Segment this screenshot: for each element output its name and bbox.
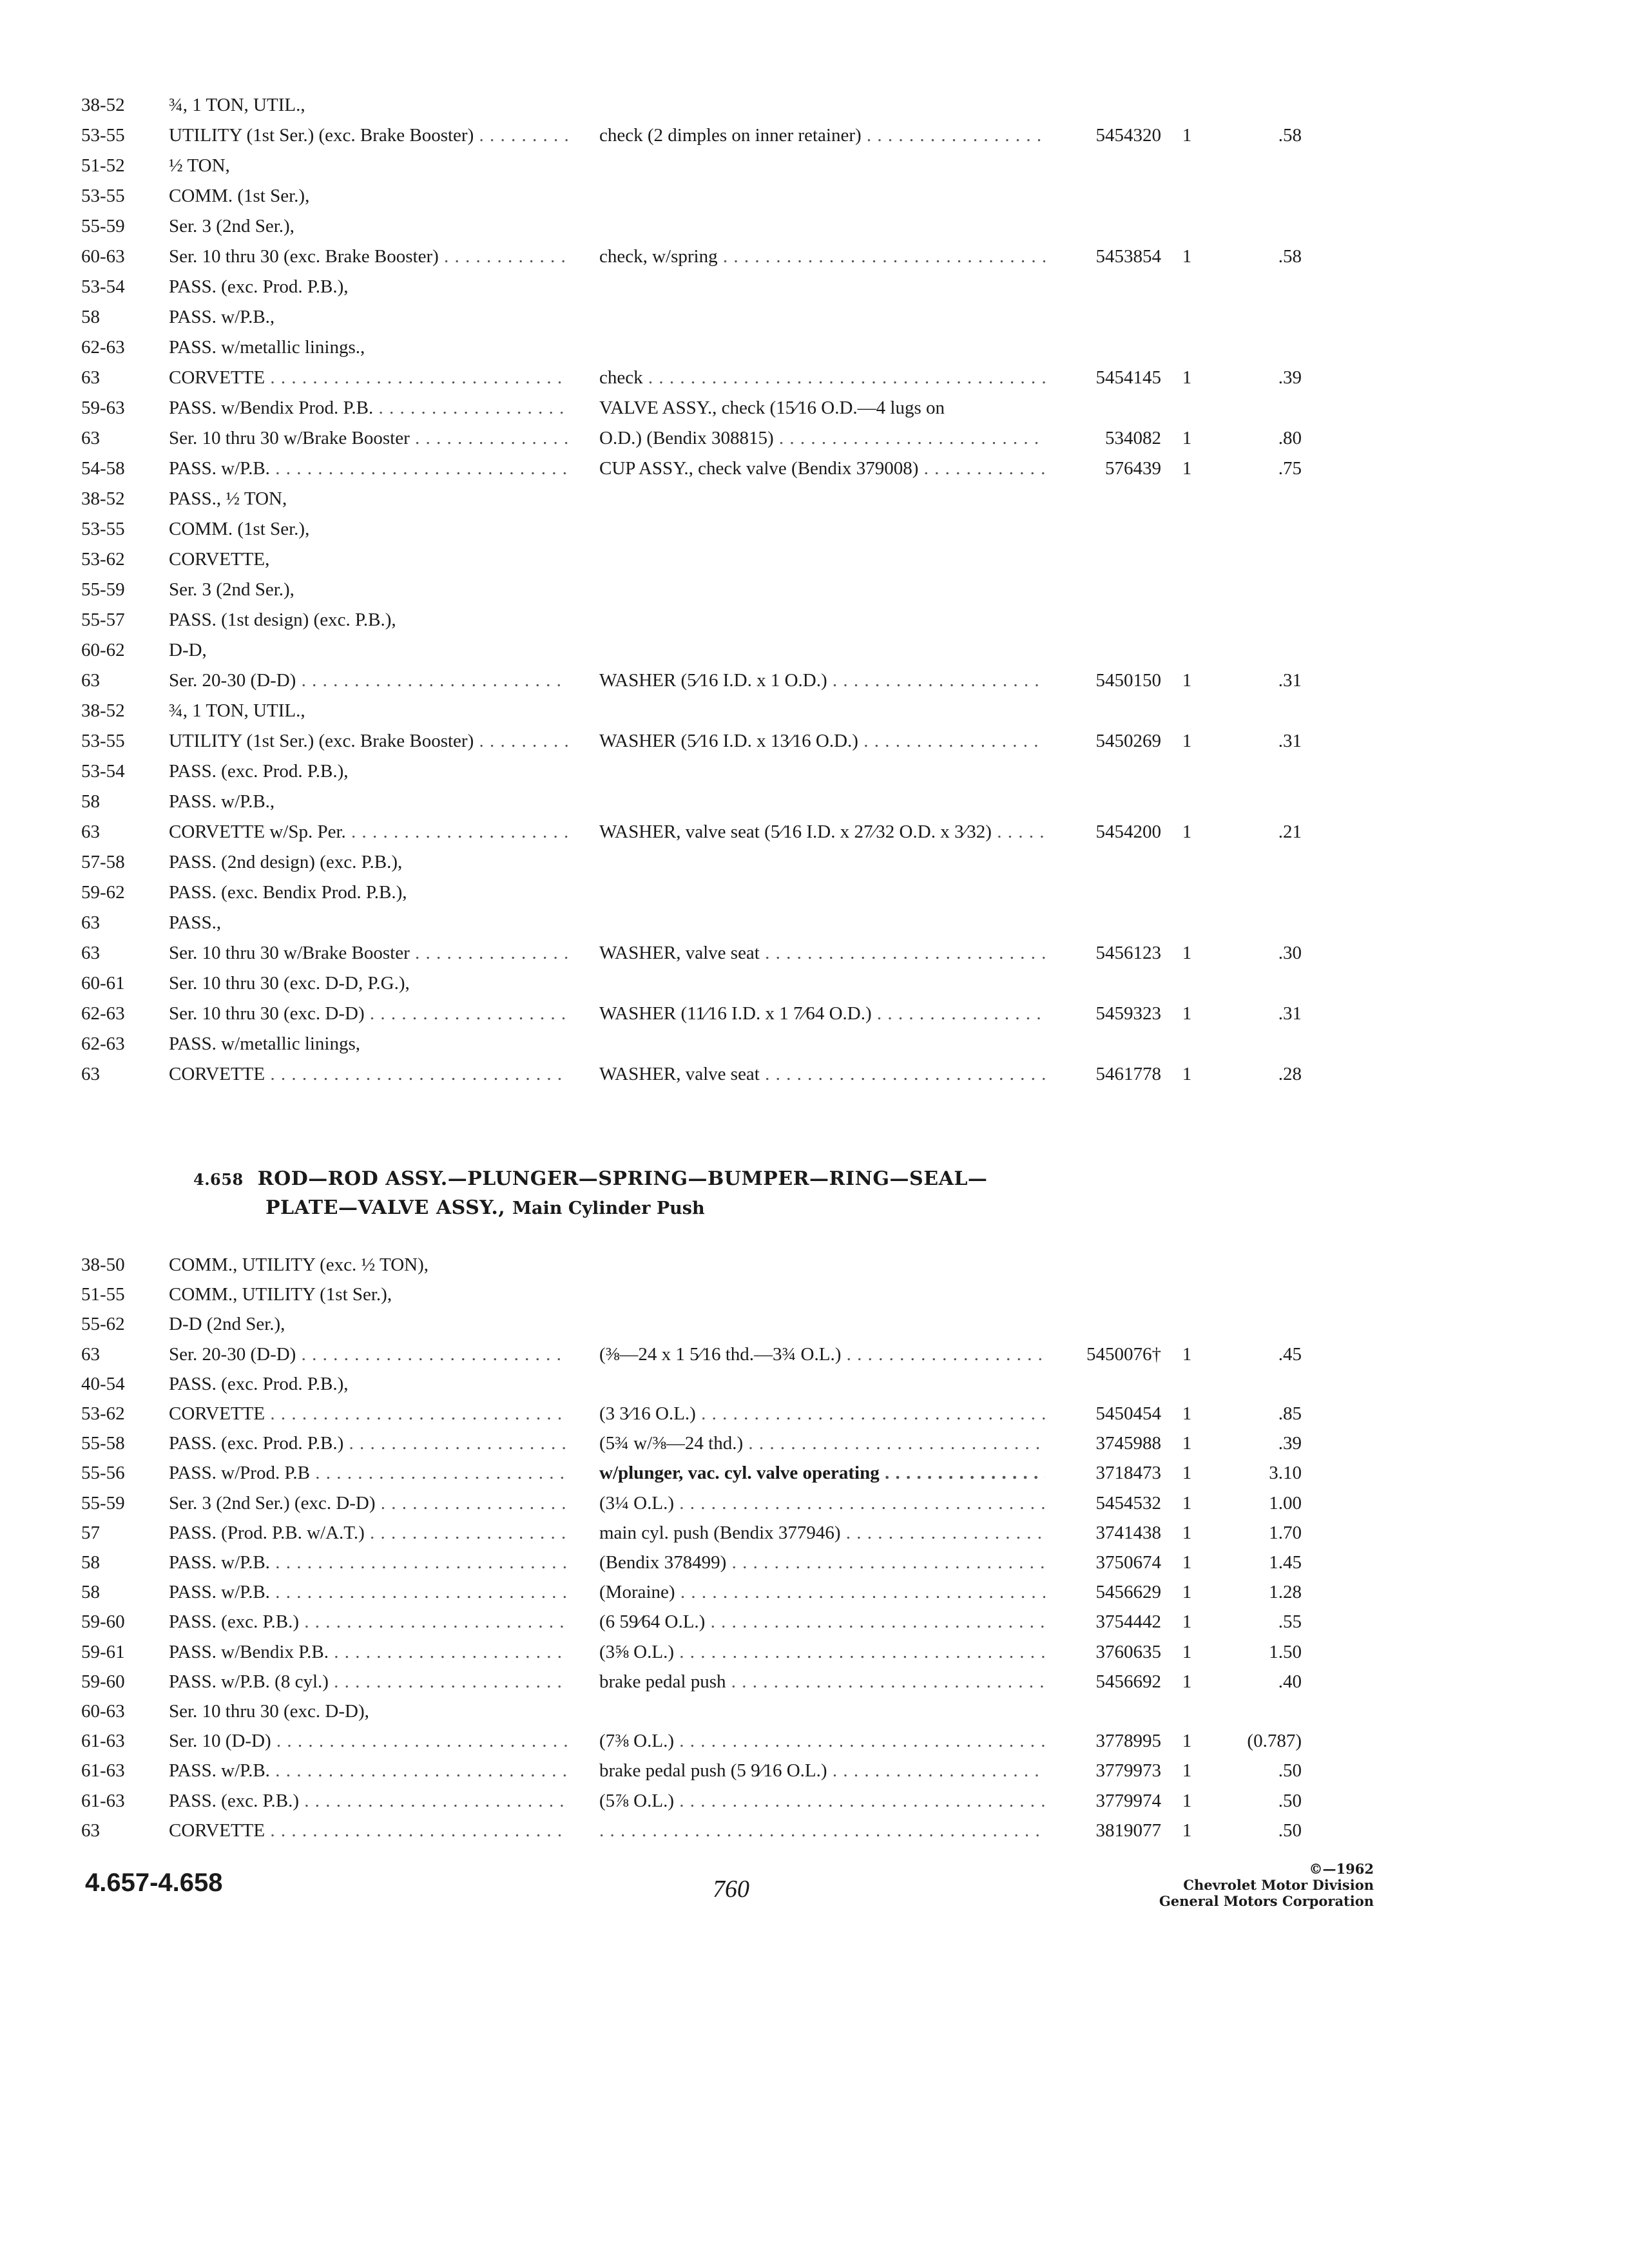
quantity: 1 [1182,246,1192,267]
model-applicability: D-D, [169,640,207,660]
year-range: 53-54 [81,761,125,782]
page-number: 760 [713,1876,749,1903]
parts-row [0,1340,1629,1370]
page-reference: 4.657-4.658 [85,1869,223,1897]
year-range: 61-63 [81,1731,125,1752]
model-applicability: Ser. 10 thru 30 (exc. D-D, P.G.), [169,973,410,994]
price: 1.70 [1269,1522,1302,1543]
year-range: 38-52 [81,700,125,721]
copyright-division: Chevrolet Motor Division [1183,1877,1374,1893]
model-applicability: COMM. (1st Ser.), [169,186,310,206]
year-range: 61-63 [81,1760,125,1782]
part-description: main cyl. push (Bendix 377946) . . . [599,1518,1045,1548]
part-number: 3819077 [1095,1820,1161,1841]
parts-row [0,605,1629,635]
parts-row [0,181,1629,211]
part-number: 5454320 [1095,125,1161,146]
year-range: 63 [81,367,100,388]
parts-row [0,696,1629,726]
part-description: WASHER, valve seat (5⁄16 I.D. x 27⁄32 O.D. x 3⁄32) . . . [599,817,1045,847]
parts-row [0,514,1629,544]
year-range: 59-62 [81,882,125,903]
parts-row [0,1786,1629,1816]
year-range: 62-63 [81,1003,125,1024]
parts-row [0,1667,1629,1697]
part-number: 5450076† [1086,1343,1161,1365]
model-applicability: Ser. 10 thru 30 w/Brake Booster . . . [169,938,568,968]
parts-row [0,1399,1629,1429]
part-number: 5450454 [1095,1403,1161,1424]
price: .75 [1278,458,1302,479]
parts-row [0,575,1629,605]
model-applicability: CORVETTE . . . [169,1059,568,1090]
copyright-year: ©—1962 [1309,1861,1374,1877]
parts-row [0,1726,1629,1756]
model-applicability: PASS. w/Bendix Prod. P.B. . . . [169,393,568,423]
quantity: 1 [1182,822,1192,842]
price: .31 [1278,670,1302,691]
year-range: 53-55 [81,731,125,751]
parts-row [0,1250,1629,1280]
model-applicability: PASS. (2nd design) (exc. P.B.), [169,852,403,872]
year-range: 53-62 [81,549,125,570]
year-range: 59-63 [81,398,125,418]
year-range: 63 [81,1820,100,1841]
model-applicability: PASS. w/P.B., [169,791,275,812]
year-range: 40-54 [81,1373,125,1394]
part-number: 5456692 [1095,1671,1161,1692]
quantity: 1 [1182,1403,1192,1424]
part-description: CUP ASSY., check valve (Bendix 379008) . . . [599,454,1045,484]
price: .50 [1278,1760,1302,1782]
part-description: (3 3⁄16 O.L.) . . . [599,1399,1045,1429]
part-description: WASHER, valve seat . . . [599,938,1045,968]
year-range: 58 [81,1552,100,1573]
model-applicability: PASS. (exc. Prod. P.B.), [169,1373,349,1394]
part-description: brake pedal push . . . [599,1667,1045,1697]
year-range: 63 [81,1064,100,1084]
parts-row [0,1577,1629,1608]
year-range: 58 [81,1582,100,1603]
parts-row [0,1488,1629,1519]
model-applicability: ¾, 1 TON, UTIL., [169,95,305,115]
year-range: 51-55 [81,1284,125,1305]
price: 1.28 [1269,1582,1302,1603]
price: .31 [1278,731,1302,751]
part-number: 3750674 [1095,1552,1161,1573]
parts-row [0,1696,1629,1727]
model-applicability: UTILITY (1st Ser.) (exc. Brake Booster) . . . [169,726,568,756]
year-range: 61-63 [81,1790,125,1811]
parts-row [0,484,1629,514]
part-description: (Bendix 378499) . . . [599,1548,1045,1578]
year-range: 55-59 [81,579,125,600]
year-range: 38-52 [81,488,125,509]
part-number: 5454145 [1095,367,1161,388]
price: .28 [1278,1064,1302,1084]
year-range: 57 [81,1522,100,1543]
quantity: 1 [1182,1820,1192,1841]
price: 1.50 [1269,1641,1302,1662]
quantity: 1 [1182,1582,1192,1603]
part-description: VALVE ASSY., check (15⁄16 O.D.—4 lugs on [599,398,945,418]
parts-row [0,363,1629,393]
quantity: 1 [1182,428,1192,448]
part-number: 5450150 [1095,670,1161,691]
model-applicability: CORVETTE . . . [169,1816,568,1846]
parts-row [0,1309,1629,1340]
parts-row [0,1280,1629,1310]
parts-row [0,454,1629,484]
year-range: 53-54 [81,276,125,297]
part-number: 3754442 [1095,1611,1161,1633]
model-applicability: PASS. w/P.B. . . . [169,1548,568,1578]
model-applicability: Ser. 10 thru 30 (exc. D-D) . . . [169,999,568,1029]
quantity: 1 [1182,458,1192,479]
model-applicability: Ser. 10 thru 30 (exc. D-D), [169,1701,369,1722]
parts-row [0,1029,1629,1059]
part-number: 5454532 [1095,1492,1161,1514]
copyright-block [1095,1861,1374,1909]
quantity: 1 [1182,1003,1192,1024]
parts-row [0,544,1629,575]
parts-row [0,1816,1629,1846]
parts-row [0,1428,1629,1459]
year-range: 55-62 [81,1314,125,1335]
part-number: 534082 [1105,428,1161,448]
quantity: 1 [1182,1522,1192,1543]
price: .39 [1278,367,1302,388]
quantity: 1 [1182,1641,1192,1662]
price: 3.10 [1269,1463,1302,1484]
parts-row [0,968,1629,999]
model-applicability: CORVETTE, [169,549,270,570]
parts-row [0,302,1629,332]
price: .30 [1278,943,1302,963]
part-number: 5453854 [1095,246,1161,267]
quantity: 1 [1182,367,1192,388]
year-range: 60-61 [81,973,125,994]
parts-row [0,1756,1629,1786]
model-applicability: PASS. (exc. P.B.) . . . [169,1786,568,1816]
price: .50 [1278,1820,1302,1841]
section-title-line2: PLATE—VALVE ASSY., [265,1196,506,1219]
year-range: 60-62 [81,640,125,660]
price: .55 [1278,1611,1302,1633]
year-range: 38-52 [81,95,125,115]
year-range: 62-63 [81,337,125,358]
parts-row [0,393,1629,423]
price: .40 [1278,1671,1302,1692]
section-number: 4.658 [193,1170,244,1189]
model-applicability: PASS. (exc. Prod. P.B.), [169,761,349,782]
quantity: 1 [1182,1760,1192,1782]
model-applicability: Ser. 3 (2nd Ser.), [169,216,294,236]
part-description: O.D.) (Bendix 308815) . . . [599,423,1045,454]
part-number: 5456123 [1095,943,1161,963]
year-range: 57-58 [81,852,125,872]
model-applicability: D-D (2nd Ser.), [169,1314,285,1335]
quantity: 1 [1182,1343,1192,1365]
model-applicability: PASS. w/P.B. . . . [169,1756,568,1786]
part-number: 3718473 [1095,1463,1161,1484]
year-range: 63 [81,912,100,933]
parts-row [0,847,1629,878]
copyright-corporation: General Motors Corporation [1159,1893,1374,1909]
model-applicability: PASS., [169,912,222,933]
year-range: 53-62 [81,1403,125,1424]
model-applicability: PASS. w/P.B. (8 cyl.) . . . [169,1667,568,1697]
model-applicability: Ser. 20-30 (D-D) . . . [169,1340,568,1370]
model-applicability: PASS. (1st design) (exc. P.B.), [169,610,396,630]
price: .50 [1278,1790,1302,1811]
parts-row [0,151,1629,181]
parts-row [0,272,1629,302]
parts-row [0,1369,1629,1399]
price: .80 [1278,428,1302,448]
quantity: 1 [1182,1433,1192,1454]
parts-row [0,878,1629,908]
model-applicability: PASS. (exc. Prod. P.B.), [169,276,349,297]
parts-row [0,999,1629,1029]
price: .45 [1278,1343,1302,1365]
year-range: 63 [81,822,100,842]
quantity: 1 [1182,943,1192,963]
quantity: 1 [1182,125,1192,146]
quantity: 1 [1182,670,1192,691]
model-applicability: Ser. 3 (2nd Ser.), [169,579,294,600]
parts-row [0,1458,1629,1488]
model-applicability: Ser. 10 (D-D) . . . [169,1726,568,1756]
price: .85 [1278,1403,1302,1424]
model-applicability: Ser. 10 thru 30 w/Brake Booster . . . [169,423,568,454]
year-range: 63 [81,943,100,963]
model-applicability: CORVETTE . . . [169,1399,568,1429]
price: .21 [1278,822,1302,842]
part-description: check . . . [599,363,1045,393]
year-range: 55-56 [81,1463,125,1484]
part-description: (5¾ w/⅜—24 thd.) . . . [599,1428,1045,1459]
year-range: 63 [81,428,100,448]
parts-row [0,423,1629,454]
quantity: 1 [1182,1790,1192,1811]
year-range: 58 [81,791,100,812]
parts-row [0,666,1629,696]
parts-row [0,1548,1629,1578]
part-description [599,1816,1045,1846]
part-description: (⅜—24 x 1 5⁄16 thd.—3¾ O.L.) . . . [599,1340,1045,1370]
part-description: (5⅞ O.L.) . . . [599,1786,1045,1816]
quantity: 1 [1182,1611,1192,1633]
price: .31 [1278,1003,1302,1024]
model-applicability: PASS. w/metallic linings., [169,337,365,358]
year-range: 55-58 [81,1433,125,1454]
quantity: 1 [1182,1064,1192,1084]
parts-row [0,817,1629,847]
parts-row [0,90,1629,120]
model-applicability: PASS. w/Bendix P.B. . . . [169,1637,568,1667]
quantity: 1 [1182,1463,1192,1484]
part-number: 5450269 [1095,731,1161,751]
section-title-tail: Main Cylinder Push [512,1198,705,1218]
part-number: 3760635 [1095,1641,1161,1662]
model-applicability: PASS. (exc. Bendix Prod. P.B.), [169,882,407,903]
parts-row [0,120,1629,151]
year-range: 63 [81,1343,100,1365]
part-description: WASHER (5⁄16 I.D. x 1 O.D.) . . . [599,666,1045,696]
year-range: 54-58 [81,458,125,479]
part-description: (3¼ O.L.) . . . [599,1488,1045,1519]
year-range: 53-55 [81,519,125,539]
part-number: 3778995 [1095,1731,1161,1752]
price: .58 [1278,125,1302,146]
part-number: 3779973 [1095,1760,1161,1782]
price: 1.45 [1269,1552,1302,1573]
part-number: 5456629 [1095,1582,1161,1603]
model-applicability: PASS. (Prod. P.B. w/A.T.) . . . [169,1518,568,1548]
model-applicability: PASS. (exc. P.B.) . . . [169,1607,568,1637]
year-range: 38-50 [81,1254,125,1275]
model-applicability: PASS. w/Prod. P.B . . . [169,1458,568,1488]
model-applicability: COMM. (1st Ser.), [169,519,310,539]
parts-row [0,332,1629,363]
part-description: (Moraine) . . . [599,1577,1045,1608]
price: (0.787) [1247,1731,1302,1752]
part-number: 5459323 [1095,1003,1161,1024]
model-applicability: COMM., UTILITY (exc. ½ TON), [169,1254,429,1275]
model-applicability: ¾, 1 TON, UTIL., [169,700,305,721]
model-applicability: UTILITY (1st Ser.) (exc. Brake Booster) . . . [169,120,568,151]
price: 1.00 [1269,1492,1302,1514]
model-applicability: CORVETTE . . . [169,363,568,393]
year-range: 59-61 [81,1641,125,1662]
parts-row [0,938,1629,968]
price: .58 [1278,246,1302,267]
part-description: WASHER, valve seat . . . [599,1059,1045,1090]
section-heading-4-658 [193,1165,1095,1223]
year-range: 60-63 [81,246,125,267]
model-applicability: PASS. w/metallic linings, [169,1033,361,1054]
quantity: 1 [1182,1671,1192,1692]
part-number: 3741438 [1095,1522,1161,1543]
part-description: w/plunger, vac. cyl. valve operating . . . [599,1458,1045,1488]
parts-row [0,908,1629,938]
price: .39 [1278,1433,1302,1454]
parts-row [0,1518,1629,1548]
year-range: 55-59 [81,1492,125,1514]
part-description: (7⅜ O.L.) . . . [599,1726,1045,1756]
quantity: 1 [1182,1492,1192,1514]
parts-row [0,242,1629,272]
quantity: 1 [1182,1552,1192,1573]
part-description: check, w/spring . . . [599,242,1045,272]
year-range: 59-60 [81,1671,125,1692]
year-range: 62-63 [81,1033,125,1054]
model-applicability: PASS., ½ TON, [169,488,287,509]
part-description: (3⅝ O.L.) . . . [599,1637,1045,1667]
model-applicability: COMM., UTILITY (1st Ser.), [169,1284,392,1305]
year-range: 63 [81,670,100,691]
parts-row [0,726,1629,756]
quantity: 1 [1182,1731,1192,1752]
parts-row [0,1059,1629,1090]
part-description: check (2 dimples on inner retainer) . . . [599,120,1045,151]
parts-row [0,756,1629,787]
part-number: 3779974 [1095,1790,1161,1811]
year-range: 60-63 [81,1701,125,1722]
parts-row [0,787,1629,817]
model-applicability: PASS. w/P.B., [169,307,275,327]
part-number: 3745988 [1095,1433,1161,1454]
part-number: 576439 [1105,458,1161,479]
section-title-line1: ROD—ROD ASSY.—PLUNGER—SPRING—BUMPER—RING—SEAL— [257,1168,988,1190]
parts-row [0,1607,1629,1637]
part-description: brake pedal push (5 9⁄16 O.L.) . . . [599,1756,1045,1786]
year-range: 53-55 [81,125,125,146]
parts-row [0,635,1629,666]
year-range: 58 [81,307,100,327]
part-description: (6 59⁄64 O.L.) . . . [599,1607,1045,1637]
part-description: WASHER (5⁄16 I.D. x 13⁄16 O.D.) . . . [599,726,1045,756]
model-applicability: CORVETTE w/Sp. Per. . . . [169,817,568,847]
parts-row [0,1637,1629,1667]
part-number: 5461778 [1095,1064,1161,1084]
year-range: 51-52 [81,155,125,176]
year-range: 55-57 [81,610,125,630]
model-applicability: ½ TON, [169,155,230,176]
model-applicability: PASS. w/P.B. . . . [169,1577,568,1608]
model-applicability: Ser. 20-30 (D-D) . . . [169,666,568,696]
year-range: 53-55 [81,186,125,206]
part-description: WASHER (11⁄16 I.D. x 1 7⁄64 O.D.) . . . [599,999,1045,1029]
year-range: 59-60 [81,1611,125,1633]
parts-row [0,211,1629,242]
year-range: 55-59 [81,216,125,236]
model-applicability: PASS. w/P.B. . . . [169,454,568,484]
quantity: 1 [1182,731,1192,751]
model-applicability: Ser. 3 (2nd Ser.) (exc. D-D) . . . [169,1488,568,1519]
part-number: 5454200 [1095,822,1161,842]
model-applicability: Ser. 10 thru 30 (exc. Brake Booster) . . . [169,242,568,272]
model-applicability: PASS. (exc. Prod. P.B.) . . . [169,1428,568,1459]
